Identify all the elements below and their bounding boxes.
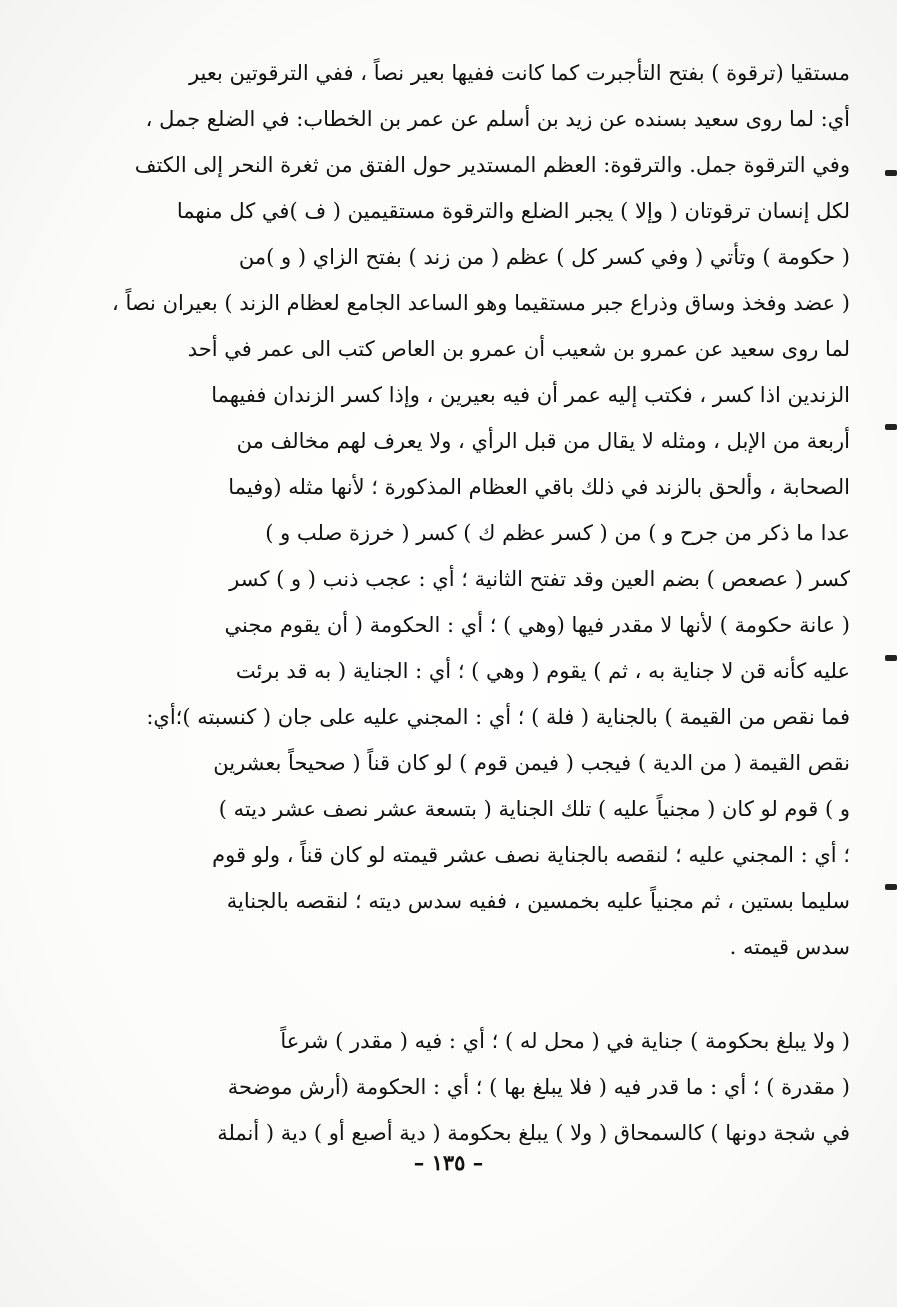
text-line: في شجة دونها ) كالسمحاق ( ولا ) يبلغ بحكومة ( دية أصبع أو ) دية ( أنملة — [217, 1121, 850, 1145]
text-line: أربعة من الإبل ، ومثله لا يقال من قبل الرأي ، ولا يعرف لهم مخالف من — [236, 429, 850, 453]
text-line: كسر ( عصعص ) بضم العين وقد تفتح الثانية ؛ أي : عجب ذنب ( و ) كسر — [229, 567, 850, 591]
text-line: ( عضد وفخذ وساق وذراع جبر مستقيما وهو الساعد الجامع لعظام الزند ) بعيران نصاً ، — [111, 291, 850, 315]
text-line: وفي الترقوة جمل. والترقوة: العظم المستدير حول الفتق من ثغرة النحر إلى الكتف — [134, 153, 850, 177]
margin-mark — [885, 884, 897, 890]
text-line: نقص القيمة ( من الدية ) فيجب ( فيمن قوم ) لو كان قناً ( صحيحاً بعشرين — [213, 751, 850, 775]
text-line: عليه كأنه قن لا جناية به ، ثم ) يقوم ( وهي ) ؛ أي : الجناية ( به قد برئت — [235, 659, 850, 683]
text-line: و ) قوم لو كان ( مجنياً عليه ) تلك الجناية ( بتسعة عشر نصف عشر ديته ) — [218, 797, 850, 821]
text-line: ( عانة حكومة ) لأنها لا مقدر فيها (وهي ) ؛ أي : الحكومة ( أن يقوم مجني — [224, 613, 850, 637]
text-line: الصحابة ، وألحق بالزند في ذلك باقي العظام المذكورة ؛ لأنها مثله (وفيما — [228, 475, 850, 499]
text-line: ( مقدرة ) ؛ أي : ما قدر فيه ( فلا يبلغ بها ) ؛ أي : الحكومة (أرش موضحة — [227, 1075, 850, 1099]
text-line: الزندين اذا كسر ، فكتب إليه عمر أن فيه بعيرين ، وإذا كسر الزندان ففيهما — [211, 383, 850, 407]
text-line: ؛ أي : المجني عليه ؛ لنقصه بالجناية نصف عشر قيمته لو كان قناً ، ولو قوم — [212, 843, 850, 867]
text-line: سليما بستين ، ثم مجنياً عليه بخمسين ، ففيه سدس ديته ؛ لنقصه بالجناية — [226, 889, 850, 913]
page-number: – ١٣٥ – — [413, 1150, 484, 1175]
text-line: ( ولا يبلغ بحكومة ) جناية في ( محل له ) ؛ أي : فيه ( مقدر ) شرعاً — [280, 1029, 850, 1053]
margin-mark — [885, 655, 897, 661]
text-line: ( حكومة ) وتأتي ( وفي كسر كل ) عظم ( من زند ) بفتح الزاي ( و )من — [238, 245, 850, 269]
margin-mark — [885, 424, 897, 430]
text-line: لما روى سعيد عن عمرو بن شعيب أن عمرو بن العاص كتب الى عمر في أحد — [187, 337, 850, 361]
text-line: أي: لما روى سعيد بسنده عن زيد بن أسلم عن عمر بن الخطاب: في الضلع جمل ، — [145, 107, 850, 131]
text-line: عدا ما ذكر من جرح و ) من ( كسر عظم ك ) كسر ( خرزة صلب و ) — [265, 521, 850, 545]
paragraph-1 — [100, 50, 850, 970]
text-line: مستقيا (ترقوة ) بفتح التأجبرت كما كانت ففيها بعير نصاً ، ففي الترقوتين بعير — [188, 61, 850, 85]
text-line: سدس قيمته . — [729, 935, 850, 959]
text-line: لكل إنسان ترقوتان ( وإلا ) يجبر الضلع والترقوة مستقيمين ( ف )في كل منهما — [176, 199, 850, 223]
text-line: فما نقص من القيمة ) بالجناية ( فلة ) ؛ أي : المجني عليه على جان ( كنسبته )؛أي: — [146, 705, 850, 729]
paragraph-2 — [100, 1018, 850, 1156]
margin-mark — [885, 170, 897, 176]
